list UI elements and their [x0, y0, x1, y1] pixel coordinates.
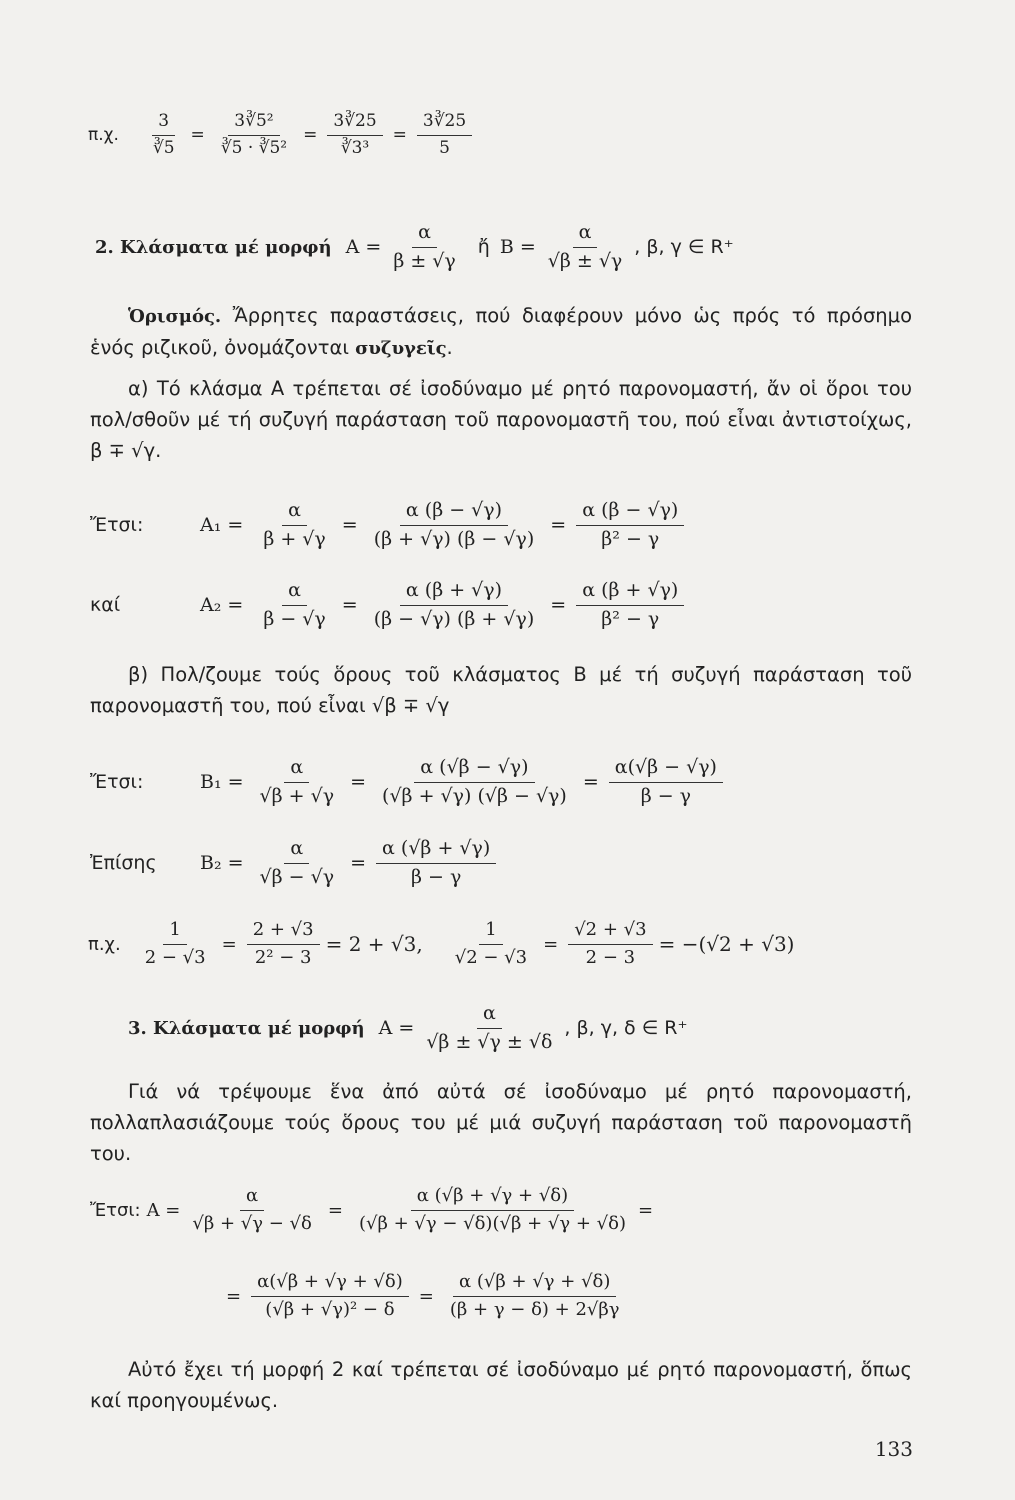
equation-label: Ἔτσι: — [90, 771, 144, 794]
equals-sign: = — [190, 125, 205, 146]
equation-b2: Ἐπίσης B₂ = $\frac{\alpha}{√\beta - √\gamma}$ = $\frac{\alpha (√\beta + √\gamma)}{\beta - \gamma}$ — [90, 838, 502, 889]
fraction: $\frac{\alpha}{√\beta + √\gamma}$ — [259, 756, 335, 807]
definition-term: συζυγεῖς — [355, 338, 447, 359]
fraction: $\frac{\text{3∛5²}}{\text{∛5 · ∛5²}}$ — [220, 111, 288, 158]
fraction: $\frac{\alpha (\beta - √\gamma)}{\text{β² − γ}}$ — [576, 500, 684, 551]
equals-sign: = — [392, 125, 407, 146]
equation-a1: Ἔτσι: A₁ = $\frac{\alpha}{\beta + √\gamma}$ = $\frac{\alpha (\beta - √\gamma)}{(\beta + √\gamma) (\beta - √\gamma)}$ = $\frac{\alpha (\beta - √\gamma)}{\text{β² − γ}}$ — [90, 500, 690, 551]
fraction: $\frac{\alpha (√\beta + √\gamma)}{\beta - \gamma}$ — [376, 838, 496, 889]
example-1-equation — [88, 112, 478, 158]
fraction: $\frac{3}{∛5}$ — [152, 111, 175, 158]
equation-label: Ἔτσι: — [90, 1199, 141, 1221]
fraction: $\frac{\alpha}{√\beta \pm √\gamma \pm √\delta}$ — [426, 1002, 553, 1053]
fraction: $\frac{1}{2 - √3}$ — [144, 919, 206, 968]
paragraph-d: Αὐτό ἔχει τή μορφή 2 καί τρέπεται σέ ἰσοδύναμο μέ ρητό παρονομαστή, ὅπως καί προηγουμένως. — [90, 1358, 912, 1412]
paragraph-c: Γιά νά τρέψουμε ἕνα ἀπό αὐτά σέ ἰσοδύναμο μέ ρητό παρονομαστή, πολλαπλασιάζουμε τούς ὅρους του μέ μιά συζυγή παράσταση τοῦ παρονομαστῆ του. — [90, 1080, 912, 1165]
fraction: $\frac{\alpha}{\beta \pm √\gamma}$ — [393, 221, 456, 272]
fraction: $\frac{\alpha}{\beta - √\gamma}$ — [263, 579, 326, 630]
equation-label: Ἔτσι: — [90, 514, 144, 537]
fraction: $\frac{2 + √3}{\text{2² − 3}}$ — [247, 920, 320, 968]
fraction: $\frac{\alpha (√\beta - √\gamma)}{(√\beta + √\gamma) (√\beta - √\gamma)}$ — [382, 756, 567, 807]
fraction: $\frac{\alpha}{√\beta + √\gamma - √\delta}$ — [192, 1185, 312, 1234]
equation-label: Ἐπίσης — [90, 852, 157, 875]
paragraph-a: α) Τό κλάσμα A τρέπεται σέ ἰσοδύναμο μέ ρητό παρονομαστή, ἄν οἱ ὅροι του πολ/σθοῦν μέ τή συζυγή παράσταση τοῦ παρονομαστῆ του, πού εἶναι ἀντιστοίχως, β ∓ √γ. — [90, 377, 912, 462]
fraction: $\frac{\alpha (√\beta + √\gamma + √\delta)}{(√\beta + √\gamma - √\delta)(√\beta + √\gamma + √\delta)}$ — [358, 1185, 626, 1234]
equation-c2: = $\frac{\alpha(√\beta + √\gamma + √\delta)}{\text{(√β + √γ)² − δ}}$ = $\frac{\alpha (√\beta + √\gamma + √\delta)}{(\beta + \gamma - \delta) + 2√\beta\gamma}$ — [222, 1272, 632, 1320]
equation-a2: καί A₂ = $\frac{\alpha}{\beta - √\gamma}$ = $\frac{\alpha (\beta + √\gamma)}{(\beta - √\gamma) (\beta + √\gamma)}$ = $\frac{\alpha (\beta + √\gamma)}{\text{β² − γ}}$ — [90, 580, 690, 631]
definition-paragraph: Ὁρισμός. Ἄρρητες παραστάσεις, πού διαφέρουν μόνο ὡς πρός τό πρόσημο ἑνός ριζικοῦ, ὀνομάζονται συζυγεῖς. — [90, 304, 912, 359]
section-2-heading: 2. Κλάσματα μέ μορφή A = $\frac{\alpha}{\beta \pm √\gamma}$ ἤ B = $\frac{\alpha}{√\beta \pm √\gamma}$ , β, γ ∈ R⁺ — [95, 221, 734, 272]
example-2-equation: π.χ. $\frac{1}{2 - √3}$ = $\frac{2 + √3}{\text{2² − 3}}$ = 2 + √3, $\frac{1}{√2 - √3}$ = $\frac{√2 + √3}{2 - 3}$ = −(√2 + √3) — [88, 919, 795, 968]
equals-sign: = — [303, 125, 318, 146]
fraction: $\frac{\alpha (√\beta + √\gamma + √\delta)}{(\beta + \gamma - \delta) + 2√\beta\gamma}$ — [449, 1271, 620, 1320]
fraction: $\frac{√2 + √3}{2 - 3}$ — [568, 920, 652, 968]
fraction: $\frac{\alpha (\beta - √\gamma)}{(\beta + √\gamma) (\beta - √\gamma)}$ — [373, 499, 535, 550]
equation-label: καί — [90, 594, 121, 617]
fraction: $\frac{\alpha}{√\beta - √\gamma}$ — [259, 837, 335, 888]
example-label: π.χ. — [88, 933, 121, 955]
example-label: π.χ. — [88, 125, 119, 146]
fraction: $\frac{3∛25}{\text{∛3³}}$ — [327, 112, 382, 158]
page-number: 133 — [874, 1437, 913, 1461]
section-title: 2. Κλάσματα μέ μορφή — [95, 236, 332, 258]
equation-b1: Ἔτσι: B₁ = $\frac{\alpha}{√\beta + √\gamma}$ = $\frac{\alpha (√\beta - √\gamma)}{(√\beta + √\gamma) (√\beta - √\gamma)}$ = $\frac{\alpha(√\beta - √\gamma)}{\beta - \gamma}$ — [90, 757, 729, 808]
fraction: $\frac{\alpha(√\beta - √\gamma)}{\beta - \gamma}$ — [609, 757, 723, 808]
fraction: $\frac{\alpha (\beta + √\gamma)}{\text{β² − γ}}$ — [576, 580, 684, 631]
equation-c1: Ἔτσι: A = $\frac{\alpha}{√\beta + √\gamma - √\delta}$ = $\frac{\alpha (√\beta + √\gamma + √\delta)}{(√\beta + √\gamma - √\delta)(√\beta + √\gamma + √\delta)}$ = — [90, 1185, 654, 1234]
fraction: $\frac{1}{√2 - √3}$ — [454, 919, 528, 968]
definition-label: Ὁρισμός. — [128, 306, 222, 327]
fraction: $\frac{3∛25}{5}$ — [417, 112, 472, 158]
section-3-heading: 3. Κλάσματα μέ μορφή A = $\frac{\alpha}{√\beta \pm √\gamma \pm √\delta}$ , β, γ, δ ∈ R⁺ — [128, 1002, 688, 1053]
paragraph-b: β) Πολ/ζουμε τούς ὅρους τοῦ κλάσματος B μέ τή συζυγή παράσταση τοῦ παρονομαστῆ του, πού εἶναι √β ∓ √γ — [90, 663, 912, 717]
fraction: $\frac{\alpha(√\beta + √\gamma + √\delta)}{\text{(√β + √γ)² − δ}}$ — [251, 1272, 409, 1320]
fraction: $\frac{\alpha}{√\beta \pm √\gamma}$ — [547, 221, 623, 272]
section-title: 3. Κλάσματα μέ μορφή — [128, 1017, 365, 1039]
fraction: $\frac{\alpha (\beta + √\gamma)}{(\beta - √\gamma) (\beta + √\gamma)}$ — [373, 579, 535, 630]
fraction: $\frac{\alpha}{\beta + √\gamma}$ — [263, 499, 326, 550]
